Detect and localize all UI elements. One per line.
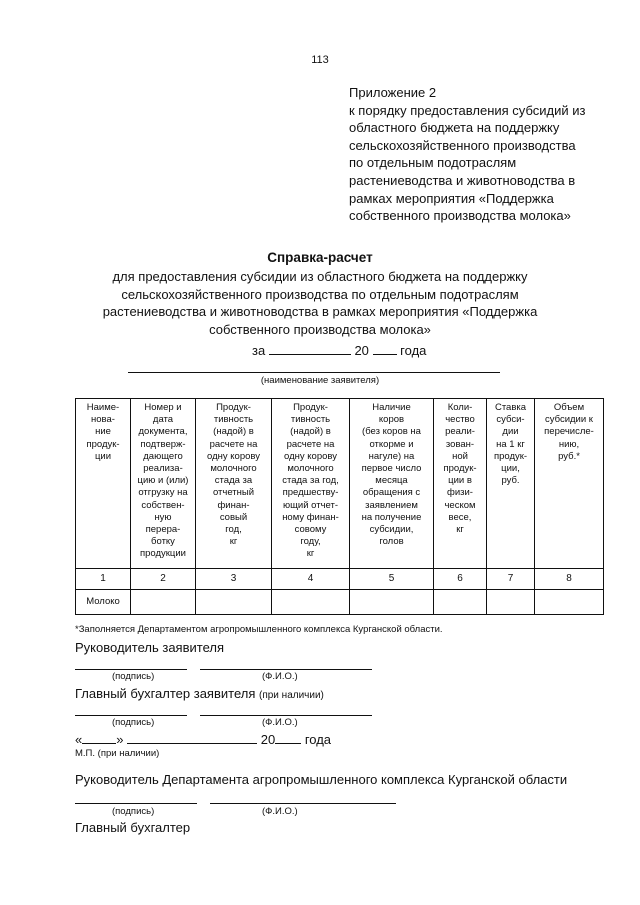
subtitle-line: растениеводства и животноводства в рамках мероприятия «Поддержка [102,304,538,319]
header-cell-productivity-previous: Продук- тивность (надой) в расчете на одну корову молочного стада за год, предшеству- ющий отчет- ному финан- совому году, кг [272,399,350,569]
appendix-line: растениеводства и животноводства в [349,172,576,188]
chief-accountant-label: Главный бухгалтер [75,820,191,835]
date-line [75,732,331,747]
signature-caption: (подпись) [112,717,155,728]
header-cell-rate: Ставка субси- дии на 1 кг продук- ции, руб. [487,399,535,569]
date-close-quote: » [116,732,124,747]
if-any-note: (при наличии) [259,690,324,701]
signature-line[interactable] [75,669,187,670]
column-number: 4 [272,569,350,590]
page-number: 113 [311,54,329,66]
footnote: *Заполняется Департаментом агропромышленного комплекса Курганской области. [75,624,443,635]
signature-caption: (подпись) [112,806,155,817]
header-cell-product: Наиме- нова- ние продук- ции [76,399,131,569]
period-line [252,343,426,358]
column-number: 5 [350,569,434,590]
appendix-heading: Приложение 2 [349,85,437,100]
table-cell[interactable] [196,590,272,615]
column-number: 2 [131,569,196,590]
stamp-note: М.П. (при наличии) [75,748,160,759]
table-row [76,590,604,615]
appendix-block [349,84,629,225]
date-open-quote: « [75,732,83,747]
year-blank[interactable] [373,343,397,355]
document-subtitle [90,268,550,338]
appendix-line: собственного производства молока» [349,208,571,224]
year-blank[interactable] [275,732,301,744]
table-header-row [76,399,604,569]
table-cell[interactable] [535,590,604,615]
column-number: 8 [535,569,604,590]
name-line[interactable] [210,803,396,804]
table-cell[interactable] [487,590,535,615]
name-caption: (Ф.И.О.) [262,806,298,817]
signature-line[interactable] [75,803,197,804]
table-number-row [76,569,604,590]
table-cell[interactable] [350,590,434,615]
calculation-table [75,398,604,615]
header-cell-cows: Наличие коров (без коров на откорме и нагуле) на первое число месяца обращения с заявлением на получение субсидии, голов [350,399,434,569]
chief-accountant-applicant-text: Главный бухгалтер заявителя [75,686,256,701]
subtitle-line: собственного производства молока» [209,321,431,337]
name-line[interactable] [200,715,372,716]
appendix-line: к порядку предоставления субсидий из [349,102,586,118]
name-caption: (Ф.И.О.) [262,671,298,682]
signature-caption: (подпись) [112,671,155,682]
head-department-label: Руководитель Департамента агропромышленного комплекса Курганской области [75,772,568,787]
name-line[interactable] [200,669,372,670]
period-prefix: за [252,343,266,358]
appendix-line: сельскохозяйственного производства [349,137,576,153]
month-blank[interactable] [127,732,257,744]
applicant-name-line[interactable] [128,372,500,373]
period-year: 20 [354,343,369,358]
header-cell-subsidy-amount: Объем субсидии к перечисле- нию, руб.* [535,399,604,569]
column-number: 3 [196,569,272,590]
period-blank[interactable] [269,343,351,355]
appendix-line: по отдельным подотраслям [349,155,517,171]
appendix-line: рамках мероприятия «Поддержка [349,190,554,206]
table-cell[interactable] [434,590,487,615]
row-label-milk: Молоко [76,590,131,615]
header-cell-productivity-current: Продук- тивность (надой) в расчете на одну корову молочного стада за отчетный финан- совый год, кг [196,399,272,569]
applicant-caption: (наименование заявителя) [260,375,380,386]
table-cell[interactable] [272,590,350,615]
chief-accountant-applicant-label [75,686,324,701]
table-cell[interactable] [131,590,196,615]
subtitle-line: для предоставления субсидии из областного бюджета на поддержку [112,269,528,284]
date-suffix: года [304,732,332,747]
column-number: 7 [487,569,535,590]
date-year: 20 [260,732,276,747]
head-applicant-label: Руководитель заявителя [75,640,224,655]
document-title: Справка-расчет [267,250,373,265]
name-caption: (Ф.И.О.) [262,717,298,728]
appendix-line: областного бюджета на поддержку [349,120,560,136]
column-number: 1 [76,569,131,590]
column-number: 6 [434,569,487,590]
header-cell-document: Номер и дата документа, подтверж- дающего реализа- цию и (или) отгрузку на собствен- ную перера- ботку продукции [131,399,196,569]
day-blank[interactable] [82,732,116,744]
signature-line[interactable] [75,715,187,716]
period-suffix: года [400,343,427,358]
subtitle-line: сельскохозяйственного производства по отдельным подотраслям [121,286,519,302]
header-cell-quantity: Коли- чество реали- зован- ной продук- ции в физи- ческом весе, кг [434,399,487,569]
